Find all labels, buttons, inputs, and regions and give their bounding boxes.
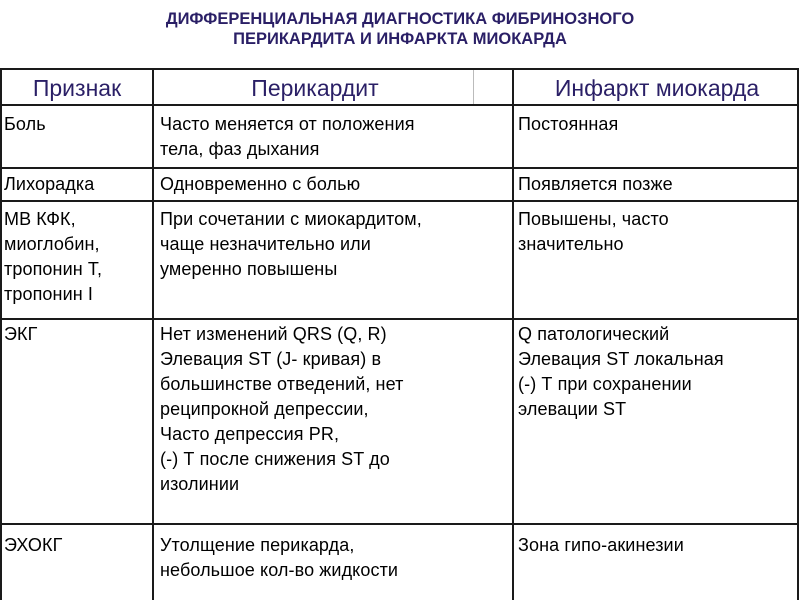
row-1-pericarditis: Часто меняется от положения тела, фаз дыхания — [160, 114, 415, 159]
table-border-right — [797, 68, 799, 600]
row-3-pericarditis: При сочетании с миокардитом, чаще незначительно или умеренно повышены — [160, 209, 422, 279]
row-divider-1 — [0, 167, 799, 169]
title-line-2: ПЕРИКАРДИТА И ИНФАРКТА МИОКАРДА — [233, 30, 567, 48]
row-1-mi: Постоянная — [518, 114, 619, 134]
header-sign: Признак — [32, 75, 122, 101]
row-divider-4 — [0, 523, 799, 525]
table-border-top — [0, 68, 799, 70]
row-2-sign: Лихорадка — [4, 174, 95, 194]
row-1-sign: Боль — [4, 114, 46, 134]
row-5-pericarditis: Утолщение перикарда, небольшое кол-во жидкости — [160, 535, 399, 580]
row-2-pericarditis: Одновременно с болью — [160, 174, 361, 194]
row-4-pericarditis: Нет изменений QRS (Q, R) Элевация ST (J- кривая) в большинстве отведений, нет реципрокной депрессии, Часто депрессия PR, (-) Т после снижения ST до изолинии — [160, 324, 404, 494]
header-divider-faint — [473, 68, 474, 104]
row-3-mi: Повышены, часто значительно — [518, 209, 669, 254]
row-divider-3 — [0, 318, 799, 320]
row-divider-header — [0, 104, 799, 106]
header-myocardial-infarction: Инфаркт миокарда — [554, 75, 760, 101]
row-divider-2 — [0, 200, 799, 202]
row-4-sign: ЭКГ — [4, 324, 38, 344]
table-divider-col-1 — [152, 68, 154, 600]
header-pericarditis: Перикардит — [251, 75, 379, 101]
title-line-1: ДИФФЕРЕНЦИАЛЬНАЯ ДИАГНОСТИКА ФИБРИНОЗНОГО — [165, 10, 635, 28]
row-5-mi: Зона гипо-акинезии — [518, 535, 684, 555]
table-border-left — [0, 68, 2, 600]
table-divider-col-2 — [512, 68, 514, 600]
row-5-sign: ЭХОКГ — [4, 535, 63, 555]
row-2-mi: Появляется позже — [518, 174, 673, 194]
page-title — [0, 9, 800, 49]
row-4-mi: Q патологический Элевация ST локальная (-) Т при сохранении элевации ST — [518, 324, 724, 419]
row-3-sign: МВ КФК, миоглобин, тропонин Т, тропонин I — [4, 209, 103, 304]
